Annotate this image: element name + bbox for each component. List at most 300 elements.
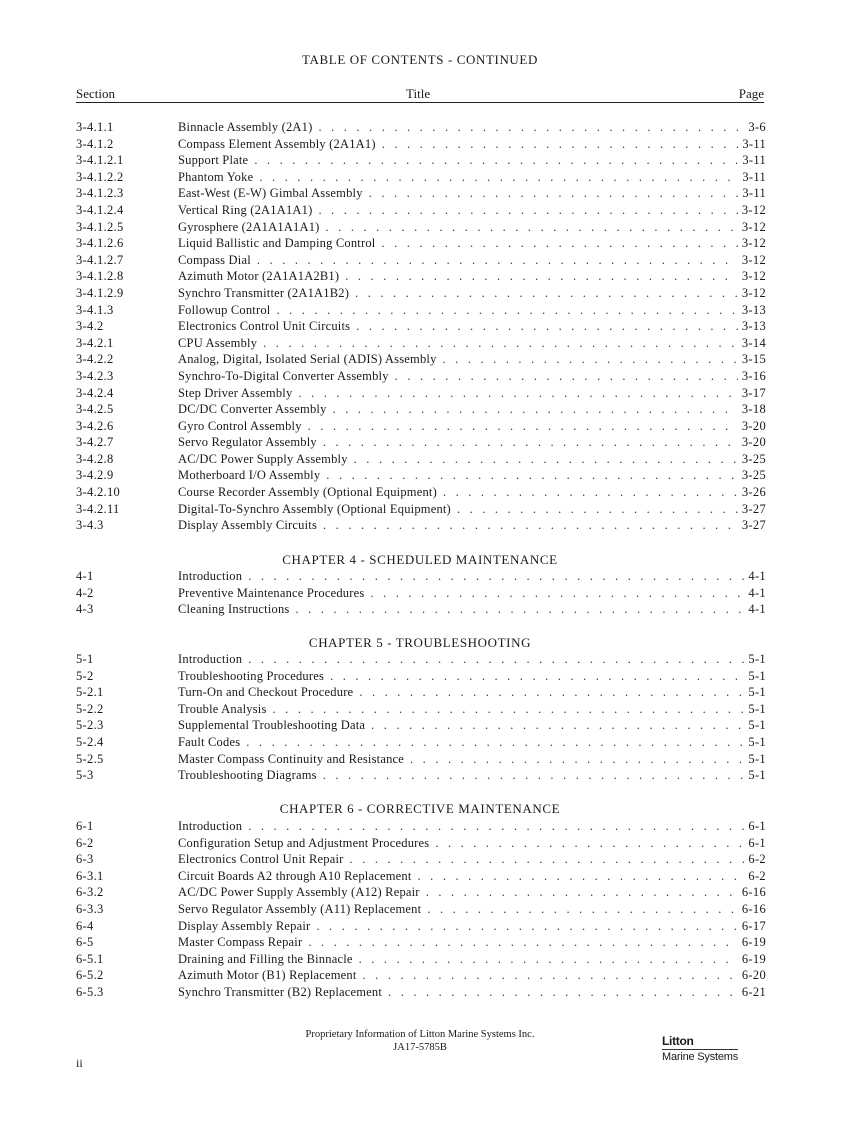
toc-entry[interactable] [0, 335, 866, 352]
toc-title: Electronics Control Unit Circuits [178, 319, 351, 334]
toc-section-number: 6-4 [76, 918, 94, 933]
toc-entry[interactable] [0, 119, 866, 136]
dot-leader [263, 335, 766, 352]
dot-leader [248, 651, 766, 668]
toc-title-leader [178, 235, 766, 252]
toc-title-leader [178, 219, 766, 236]
toc-section-number: 3-4.1.2.6 [76, 236, 124, 251]
toc-title: AC/DC Power Supply Assembly [178, 451, 348, 466]
toc-entry[interactable] [0, 984, 866, 1001]
toc-page-number: 3-11 [738, 136, 766, 153]
toc-title-leader [178, 484, 766, 501]
toc-section-number: 4-2 [76, 585, 94, 600]
toc-title-leader [178, 517, 766, 534]
toc-entry[interactable] [0, 219, 866, 236]
toc-section-number: 5-2.1 [76, 685, 104, 700]
toc-page-number: 3-12 [738, 252, 766, 269]
toc-entry[interactable] [0, 318, 866, 335]
toc-page-number: 6-2 [744, 851, 766, 868]
toc-page-number: 3-11 [738, 152, 766, 169]
toc-title-leader [178, 152, 766, 169]
toc-title: Gyro Control Assembly [178, 418, 302, 433]
toc-title-leader [178, 751, 766, 768]
dot-leader [345, 268, 766, 285]
toc-title-leader [178, 202, 766, 219]
dot-leader [323, 434, 766, 451]
toc-title-leader [178, 185, 766, 202]
toc-title-leader [178, 385, 766, 402]
toc-title-leader [178, 835, 766, 852]
toc-section-number: 6-1 [76, 819, 94, 833]
toc-section-number: 6-3.3 [76, 901, 104, 916]
document-number: JA17-5785B [393, 1042, 447, 1053]
dot-leader [382, 136, 766, 153]
toc-entry[interactable] [0, 517, 866, 534]
toc-page-number: 5-1 [744, 668, 766, 685]
toc-page-number: 5-1 [744, 717, 766, 734]
toc-section-number: 3-4.2.1 [76, 335, 114, 350]
toc-section-number: 3-4.2.7 [76, 435, 114, 450]
dot-leader [371, 717, 766, 734]
toc-title: Introduction [178, 652, 243, 666]
toc-section-number: 3-4.1.1 [76, 120, 114, 134]
toc-entry[interactable] [0, 717, 866, 734]
toc-title-leader [178, 169, 766, 186]
dot-leader [257, 252, 766, 269]
toc-title: Gyrosphere (2A1A1A1A1) [178, 219, 320, 234]
toc-title: Troubleshooting Procedures [178, 668, 325, 683]
dot-leader [418, 868, 766, 885]
dot-leader [295, 601, 766, 618]
toc-title-leader [178, 318, 766, 335]
toc-entry[interactable] [0, 401, 866, 418]
toc-title-leader [178, 268, 766, 285]
toc-section-number: 4-1 [76, 569, 94, 583]
toc-entry[interactable] [0, 235, 866, 252]
toc-entry[interactable] [0, 751, 866, 768]
toc-title: Azimuth Motor (2A1A1A2B1) [178, 269, 340, 284]
dot-leader [333, 401, 766, 418]
toc-entry[interactable] [0, 152, 866, 169]
toc-title-leader [178, 351, 766, 368]
toc-title-leader [178, 767, 766, 784]
dot-leader [254, 152, 766, 169]
toc-page-number: 5-1 [744, 767, 766, 784]
toc-section-number: 3-4.1.2.8 [76, 269, 124, 284]
toc-entry[interactable] [0, 601, 866, 618]
toc-title: Synchro Transmitter (2A1A1B2) [178, 285, 350, 300]
dot-leader [248, 818, 766, 835]
column-header [76, 86, 764, 103]
toc-entry[interactable] [0, 951, 866, 968]
toc-title: Phantom Yoke [178, 169, 254, 184]
toc-page-number: 6-19 [738, 951, 766, 968]
toc-entry[interactable] [0, 202, 866, 219]
toc-title-leader [178, 818, 766, 835]
toc-title-leader [178, 901, 766, 918]
toc-section-number: 3-4.2.4 [76, 385, 114, 400]
dot-leader [273, 701, 766, 718]
dot-leader [259, 169, 766, 186]
toc-page-number: 4-1 [744, 601, 766, 618]
toc-page-number: 6-21 [738, 984, 766, 1001]
toc-entry[interactable] [0, 651, 866, 668]
toc-entry[interactable] [0, 418, 866, 435]
toc-title: Followup Control [178, 302, 271, 317]
toc-section-number: 3-4.2.9 [76, 468, 114, 483]
toc-title: Compass Dial [178, 252, 251, 267]
dot-leader [427, 901, 766, 918]
toc-entry[interactable] [0, 252, 866, 269]
dot-leader [326, 467, 766, 484]
toc-page-number: 3-15 [738, 351, 766, 368]
toc-page-number: 3-18 [738, 401, 766, 418]
toc-title-leader [178, 401, 766, 418]
toc-group-chapter5 [0, 651, 866, 784]
toc-group-chapter3 [0, 119, 866, 534]
toc-section-number: 3-4.1.3 [76, 302, 114, 317]
toc-page-number: 6-17 [738, 918, 766, 935]
page-number: ii [76, 1056, 83, 1070]
toc-page-number: 4-1 [744, 568, 766, 585]
toc-section-number: 5-2.4 [76, 734, 104, 749]
toc-section-number: 6-3 [76, 852, 94, 867]
toc-section-number: 3-4.1.2.2 [76, 169, 124, 184]
toc-title: Preventive Maintenance Procedures [178, 585, 365, 600]
toc-title: Master Compass Repair [178, 935, 303, 950]
toc-title: Synchro Transmitter (B2) Replacement [178, 984, 383, 999]
toc-title: Synchro-To-Digital Converter Assembly [178, 368, 389, 383]
toc-entry[interactable] [0, 684, 866, 701]
toc-title-leader [178, 467, 766, 484]
toc-section-number: 3-4.2 [76, 319, 104, 334]
dot-leader [395, 368, 766, 385]
toc-entry[interactable] [0, 918, 866, 935]
toc-title-leader [178, 285, 766, 302]
toc-page-number: 3-20 [738, 434, 766, 451]
toc-section-number: 3-4.1.2.5 [76, 219, 124, 234]
column-title-label: Title [406, 86, 431, 101]
toc-title-leader [178, 601, 766, 618]
toc-section-number: 6-3.1 [76, 868, 104, 883]
toc-section-number: 6-3.2 [76, 885, 104, 900]
toc-entry[interactable] [0, 851, 866, 868]
toc-section-number: 5-2.3 [76, 718, 104, 733]
toc-section-number: 6-5.3 [76, 984, 104, 999]
toc-title-leader [178, 568, 766, 585]
toc-title: Introduction [178, 569, 243, 583]
toc-entry[interactable] [0, 668, 866, 685]
toc-title: Analog, Digital, Isolated Serial (ADIS) Assembly [178, 352, 437, 367]
toc-title-leader [178, 684, 766, 701]
toc-title: Motherboard I/O Assembly [178, 468, 321, 483]
toc-section-number: 6-2 [76, 835, 94, 850]
dot-leader [326, 219, 766, 236]
toc-entry[interactable] [0, 501, 866, 518]
dot-leader [354, 451, 766, 468]
toc-section-number: 3-4.2.5 [76, 402, 114, 417]
toc-section-number: 5-1 [76, 652, 94, 666]
dot-leader [359, 951, 766, 968]
toc-page-number: 3-25 [738, 451, 766, 468]
page-title: TABLE OF CONTENTS - CONTINUED [302, 52, 538, 67]
dot-leader [426, 884, 766, 901]
toc-section-number: 3-4.2.2 [76, 352, 114, 367]
toc-entry[interactable] [0, 767, 866, 784]
dot-leader [330, 668, 766, 685]
dot-leader [443, 484, 766, 501]
toc-title-leader [178, 335, 766, 352]
dot-leader [359, 684, 766, 701]
toc-section-number: 3-4.2.3 [76, 368, 114, 383]
toc-page-number: 3-11 [738, 185, 766, 202]
toc-page-number: 3-16 [738, 368, 766, 385]
toc-section-number: 3-4.2.11 [76, 501, 120, 516]
toc-entry[interactable] [0, 734, 866, 751]
toc-title: Servo Regulator Assembly [178, 435, 317, 450]
dot-leader [323, 517, 766, 534]
column-section-label: Section [76, 86, 115, 101]
toc-title: Step Driver Assembly [178, 385, 293, 400]
dot-leader [276, 302, 766, 319]
toc-section-number: 3-4.1.2.1 [76, 153, 124, 168]
toc-title-leader [178, 501, 766, 518]
toc-page-number: 6-1 [744, 835, 766, 852]
toc-title: Cleaning Instructions [178, 602, 290, 617]
toc-title: Introduction [178, 819, 243, 833]
toc-entry[interactable] [0, 185, 866, 202]
toc-entry[interactable] [0, 434, 866, 451]
toc-entry[interactable] [0, 585, 866, 602]
toc-title-leader [178, 119, 766, 136]
toc-page-number: 6-19 [738, 934, 766, 951]
dot-leader [298, 385, 766, 402]
toc-page-number: 6-20 [738, 967, 766, 984]
toc-page-number: 3-13 [738, 318, 766, 335]
toc-entry[interactable] [0, 385, 866, 402]
toc-entry[interactable] [0, 285, 866, 302]
toc-entry[interactable] [0, 818, 866, 835]
dot-leader [318, 119, 766, 136]
dot-leader [248, 568, 766, 585]
dot-leader [363, 967, 766, 984]
dot-leader [457, 501, 766, 518]
toc-page-number: 5-1 [744, 684, 766, 701]
toc-page-number: 4-1 [744, 585, 766, 602]
toc-page-number: 6-16 [738, 884, 766, 901]
toc-section-number: 3-4.1.2.3 [76, 186, 124, 201]
toc-page-number: 3-14 [738, 335, 766, 352]
toc-page-number: 3-12 [738, 235, 766, 252]
toc-page-number: 6-1 [744, 818, 766, 835]
dot-leader [381, 235, 766, 252]
toc-title: Supplemental Troubleshooting Data [178, 718, 366, 733]
toc-title-leader [178, 418, 766, 435]
toc-title: Display Assembly Repair [178, 918, 311, 933]
toc-title: Azimuth Motor (B1) Replacement [178, 968, 357, 983]
toc-title: Turn-On and Checkout Procedure [178, 685, 354, 700]
dot-leader [356, 318, 766, 335]
toc-entry[interactable] [0, 835, 866, 852]
proprietary-notice: Proprietary Information of Litton Marine Systems Inc. [305, 1029, 535, 1040]
toc-title: CPU Assembly [178, 335, 258, 350]
dot-leader [435, 835, 766, 852]
toc-section-number: 5-3 [76, 768, 94, 783]
toc-title-leader [178, 851, 766, 868]
toc-entry[interactable] [0, 484, 866, 501]
toc-title-leader [178, 651, 766, 668]
dot-leader [323, 767, 766, 784]
toc-section-number: 3-4.3 [76, 518, 104, 533]
toc-page-number: 3-27 [738, 501, 766, 518]
toc-title: Support Plate [178, 153, 249, 168]
toc-entry[interactable] [0, 901, 866, 918]
toc-page-number: 3-26 [738, 484, 766, 501]
toc-title: East-West (E-W) Gimbal Assembly [178, 186, 363, 201]
toc-title: Configuration Setup and Adjustment Procedures [178, 835, 430, 850]
column-page-label: Page [738, 86, 764, 101]
toc-page-number: 3-27 [738, 517, 766, 534]
toc-page-number: 5-1 [744, 651, 766, 668]
toc-title: Electronics Control Unit Repair [178, 852, 344, 867]
toc-entry[interactable] [0, 451, 866, 468]
toc-title-leader [178, 984, 766, 1001]
toc-section-number: 3-4.2.10 [76, 485, 121, 500]
toc-section-number: 3-4.1.2.4 [76, 202, 124, 217]
toc-section-number: 3-4.1.2.9 [76, 285, 124, 300]
toc-title-leader [178, 934, 766, 951]
logo-brand: Litton [662, 1034, 738, 1050]
toc-group-chapter6 [0, 818, 866, 1001]
toc-title-leader [178, 717, 766, 734]
toc-entry[interactable] [0, 868, 866, 885]
toc-title: AC/DC Power Supply Assembly (A12) Repair [178, 885, 420, 900]
toc-title-leader [178, 451, 766, 468]
litton-logo [662, 1034, 742, 1063]
toc-entry[interactable] [0, 351, 866, 368]
toc-title-leader [178, 136, 766, 153]
toc-section-number: 3-4.1.2 [76, 136, 114, 151]
toc-title-leader [178, 302, 766, 319]
toc-entry[interactable] [0, 967, 866, 984]
toc-section-number: 5-2.2 [76, 701, 104, 716]
toc-title: Binnacle Assembly (2A1) [178, 120, 313, 134]
toc-page-number: 3-12 [738, 285, 766, 302]
toc-page-number: 6-2 [744, 868, 766, 885]
dot-leader [316, 918, 766, 935]
toc-page-number: 3-17 [738, 385, 766, 402]
toc-title: Fault Codes [178, 734, 241, 749]
toc-title-leader [178, 368, 766, 385]
chapter6-heading: CHAPTER 6 - CORRECTIVE MAINTENANCE [279, 801, 561, 816]
toc-page-number: 3-12 [738, 202, 766, 219]
toc-entry[interactable] [0, 934, 866, 951]
logo-subtitle: Marine Systems [662, 1051, 739, 1063]
toc-entry[interactable] [0, 568, 866, 585]
toc-title-leader [178, 668, 766, 685]
toc-title: Course Recorder Assembly (Optional Equipment) [178, 485, 437, 500]
toc-title-leader [178, 434, 766, 451]
toc-title: Master Compass Continuity and Resistance [178, 751, 405, 766]
toc-title-leader [178, 585, 766, 602]
toc-page-number: 3-25 [738, 467, 766, 484]
toc-section-number: 6-5.2 [76, 968, 104, 983]
dot-leader [369, 185, 766, 202]
chapter4-heading: CHAPTER 4 - SCHEDULED MAINTENANCE [282, 552, 558, 567]
toc-title: Digital-To-Synchro Assembly (Optional Equipment) [178, 501, 451, 516]
toc-title: Display Assembly Circuits [178, 518, 318, 533]
toc-section-number: 4-3 [76, 602, 94, 617]
toc-entry[interactable] [0, 467, 866, 484]
toc-title: DC/DC Converter Assembly [178, 402, 327, 417]
toc-page-number: 3-13 [738, 302, 766, 319]
toc-title-leader [178, 951, 766, 968]
toc-entry[interactable] [0, 701, 866, 718]
toc-section-number: 3-4.2.6 [76, 418, 114, 433]
dot-leader [370, 585, 766, 602]
toc-title: Servo Regulator Assembly (A11) Replacement [178, 901, 422, 916]
toc-title-leader [178, 918, 766, 935]
toc-section-number: 3-4.1.2.7 [76, 252, 124, 267]
toc-title: Trouble Analysis [178, 701, 267, 716]
toc-title-leader [178, 734, 766, 751]
dot-leader [308, 418, 766, 435]
toc-section-number: 5-2.5 [76, 751, 104, 766]
toc-entry[interactable] [0, 368, 866, 385]
dot-leader [410, 751, 766, 768]
toc-entry[interactable] [0, 169, 866, 186]
toc-title-leader [178, 868, 766, 885]
dot-leader [246, 734, 766, 751]
toc-title: Liquid Ballistic and Damping Control [178, 236, 376, 251]
toc-page-number: 3-6 [744, 119, 766, 136]
toc-page-number: 6-16 [738, 901, 766, 918]
toc-title-leader [178, 252, 766, 269]
dot-leader [388, 984, 766, 1001]
toc-section-number: 5-2 [76, 668, 94, 683]
toc-entry[interactable] [0, 302, 866, 319]
toc-page-number: 5-1 [744, 734, 766, 751]
toc-page-number: 3-20 [738, 418, 766, 435]
toc-title-leader [178, 884, 766, 901]
toc-group-chapter4 [0, 568, 866, 618]
toc-page-number: 5-1 [744, 751, 766, 768]
toc-title-leader [178, 701, 766, 718]
chapter5-heading: CHAPTER 5 - TROUBLESHOOTING [308, 635, 532, 650]
toc-page-number: 3-12 [738, 219, 766, 236]
toc-title: Troubleshooting Diagrams [178, 768, 317, 783]
toc-title: Draining and Filling the Binnacle [178, 951, 353, 966]
toc-title-leader [178, 967, 766, 984]
toc-page-number: 3-12 [738, 268, 766, 285]
toc-title: Compass Element Assembly (2A1A1) [178, 136, 376, 151]
dot-leader [308, 934, 766, 951]
dot-leader [443, 351, 766, 368]
dot-leader [350, 851, 766, 868]
toc-entry[interactable] [0, 884, 866, 901]
dot-leader [355, 285, 766, 302]
dot-leader [318, 202, 766, 219]
toc-title: Vertical Ring (2A1A1A1) [178, 202, 313, 217]
toc-section-number: 6-5 [76, 935, 94, 950]
toc-entry[interactable] [0, 268, 866, 285]
toc-section-number: 3-4.2.8 [76, 451, 114, 466]
toc-page-number: 5-1 [744, 701, 766, 718]
toc-page-number: 3-11 [738, 169, 766, 186]
toc-entry[interactable] [0, 136, 866, 153]
toc-title: Circuit Boards A2 through A10 Replacement [178, 868, 412, 883]
toc-section-number: 6-5.1 [76, 951, 104, 966]
